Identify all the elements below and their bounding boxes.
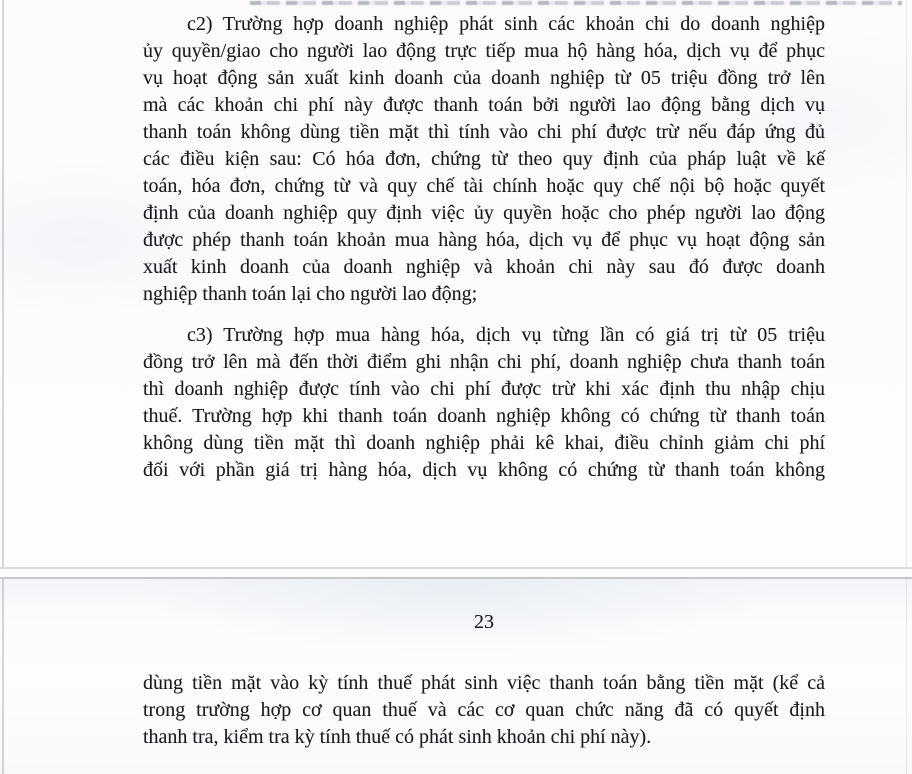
text-line: thuế. Trường hợp khi thanh toán doanh nghiệp không có chứng từ thanh toán xyxy=(143,405,825,427)
page-number: 23 xyxy=(474,611,494,633)
page-right-edge xyxy=(906,579,907,774)
paragraph-c2 xyxy=(143,11,825,308)
page-left-edge xyxy=(2,0,4,567)
text-line: thì doanh nghiệp được tính vào chi phí được trừ khi xác định thu nhập chịu xyxy=(143,378,825,400)
text-line: c3) Trường hợp mua hàng hóa, dịch vụ từng lần có giá trị từ 05 triệu xyxy=(187,324,825,346)
text-line: thanh toán không dùng tiền mặt thì tính vào chi phí được trừ nếu đáp ứng đủ xyxy=(143,121,825,143)
paragraph-c3-continuation xyxy=(143,670,825,751)
document-page-23 xyxy=(0,577,912,774)
text-line: các điều kiện sau: Có hóa đơn, chứng từ theo quy định của pháp luật về kế xyxy=(143,148,825,170)
text-line: không dùng tiền mặt thì doanh nghiệp phải kê khai, điều chỉnh giảm chi phí xyxy=(143,432,825,454)
text-line: ủy quyền/giao cho người lao động trực tiếp mua hộ hàng hóa, dịch vụ để phục xyxy=(143,40,825,62)
text-line: vụ hoạt động sản xuất kinh doanh của doanh nghiệp từ 05 triệu đồng trở lên xyxy=(143,67,825,89)
text-line: xuất kinh doanh của doanh nghiệp và khoản chi này sau đó được doanh xyxy=(143,256,825,278)
page-22-text-block xyxy=(143,11,825,484)
scan-artifact-line xyxy=(250,1,902,5)
page-23-text-block xyxy=(143,670,825,751)
paragraph-c3 xyxy=(143,322,825,484)
text-line: mà các khoản chi phí này được thanh toán bởi người lao động bằng dịch vụ xyxy=(143,94,825,116)
text-line: toán, hóa đơn, chứng từ và quy chế tài chính hoặc quy chế nội bộ hoặc quyết xyxy=(143,175,825,197)
text-line: trong trường hợp cơ quan thuế và các cơ quan chức năng đã có quyết định xyxy=(143,699,825,721)
text-line: thanh tra, kiểm tra kỳ tính thuế có phát sinh khoản chi phí này). xyxy=(143,726,652,748)
text-line: nghiệp thanh toán lại cho người lao động; xyxy=(143,283,478,305)
text-line: được phép thanh toán khoản mua hàng hóa, dịch vụ để phục vụ hoạt động sản xyxy=(143,229,825,251)
text-line: đồng trở lên mà đến thời điểm ghi nhận chi phí, doanh nghiệp chưa thanh toán xyxy=(143,351,825,373)
text-line: dùng tiền mặt vào kỳ tính thuế phát sinh việc thanh toán bằng tiền mặt (kể cả xyxy=(143,672,825,694)
page-right-edge xyxy=(906,0,907,567)
text-line: c2) Trường hợp doanh nghiệp phát sinh các khoản chi do doanh nghiệp xyxy=(187,13,825,35)
text-line: định của doanh nghiệp quy định việc ủy quyền hoặc cho phép người lao động xyxy=(143,202,825,224)
text-line: đối với phần giá trị hàng hóa, dịch vụ không có chứng từ thanh toán không xyxy=(143,459,825,481)
page-left-edge xyxy=(2,579,4,774)
